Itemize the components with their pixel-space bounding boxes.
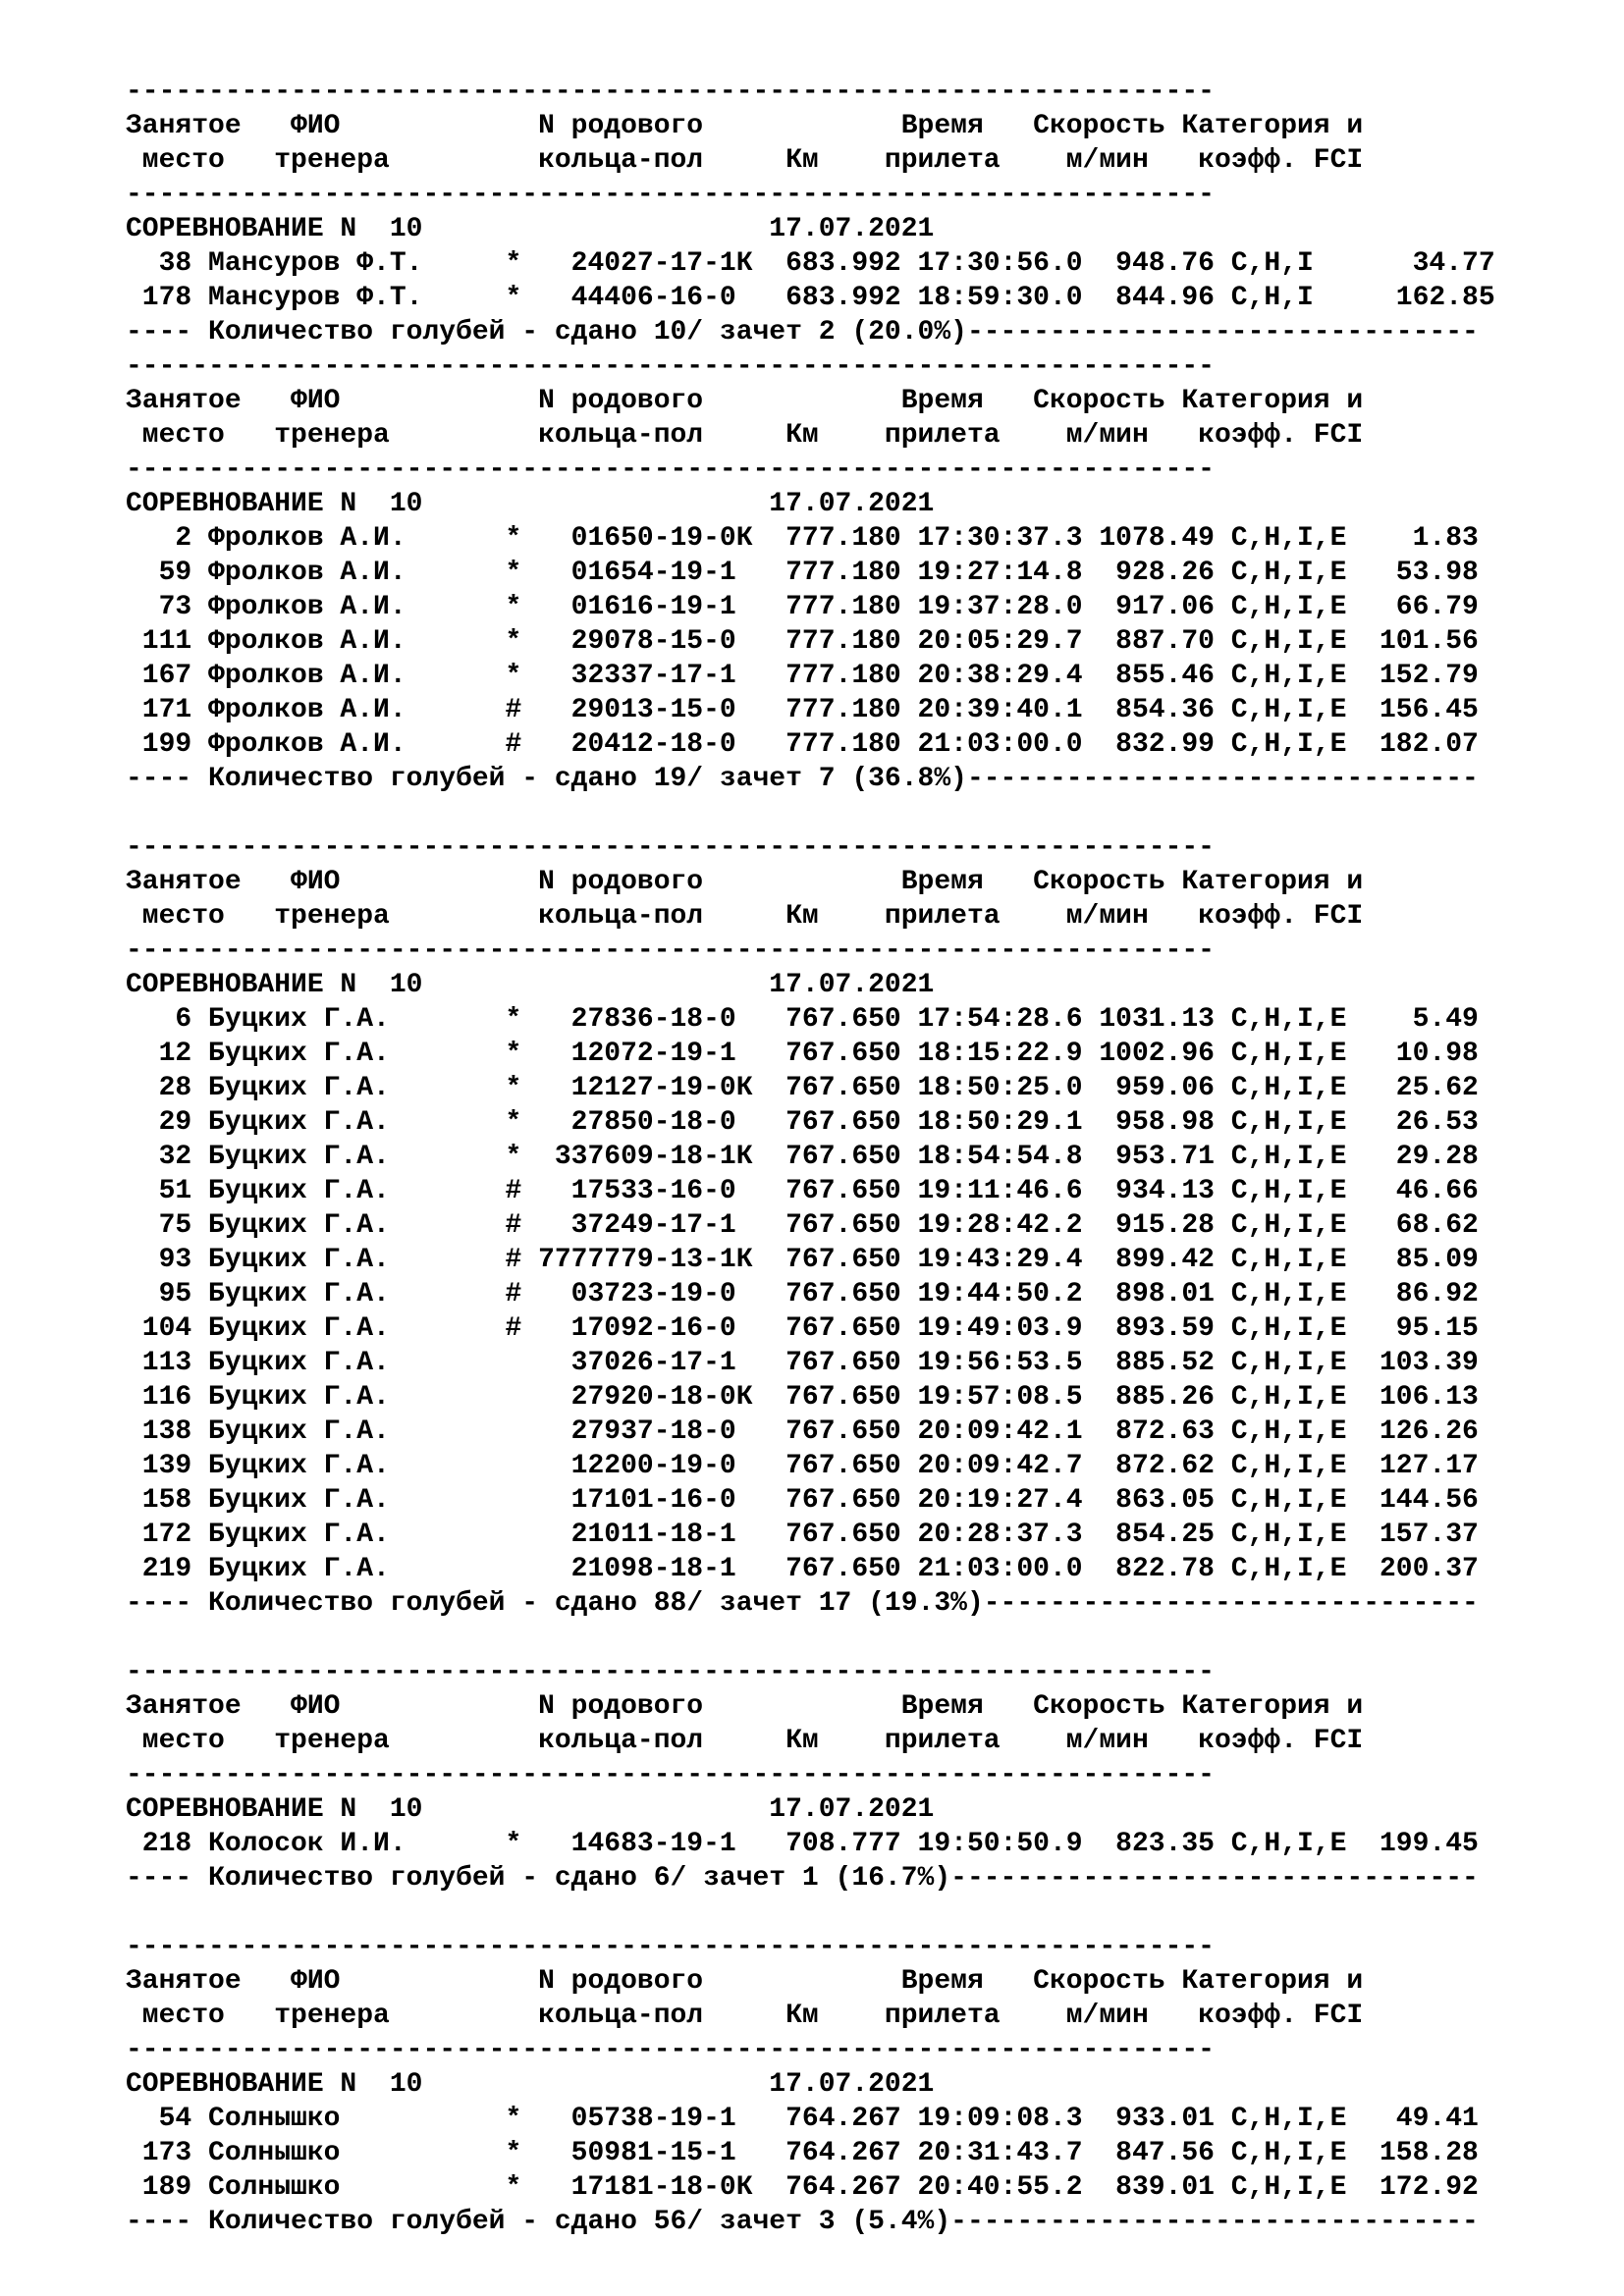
competition-title: СОРЕВНОВАНИЕ N 10 17.07.2021 [126, 970, 935, 1000]
result-row: 189 Солнышко * 17181-18-0К 764.267 20:40:55.2 839.01 С,Н,I,Е 172.92 [126, 2172, 1479, 2203]
result-row: 51 Буцких Г.А. # 17533-16-0 767.650 19:11:46.6 934.13 С,Н,I,Е 46.66 [126, 1176, 1479, 1206]
result-row: 139 Буцких Г.А. 12200-19-0 767.650 20:09:42.7 872.62 С,Н,I,Е 127.17 [126, 1451, 1479, 1481]
result-row: 113 Буцких Г.А. 37026-17-1 767.650 19:56:53.5 885.52 С,Н,I,Е 103.39 [126, 1348, 1479, 1378]
header-rule-top: ------------------------------------------------------------------ [126, 832, 1215, 863]
column-header-line-2: место тренера кольца-пол Км прилета м/мин коэфф. FCI [126, 420, 1364, 451]
header-rule-bottom: ------------------------------------------------------------------ [126, 1760, 1215, 1790]
result-row: 178 Мансуров Ф.Т. * 44406-16-0 683.992 18:59:30.0 844.96 С,Н,I 162.85 [126, 283, 1495, 313]
block-summary: ---- Количество голубей - сдано 56/ зачет 3 (5.4%)-------------------------------- [126, 2207, 1479, 2237]
block-summary: ---- Количество голубей - сдано 10/ зачет 2 (20.0%)------------------------------- [126, 317, 1479, 347]
result-row: 6 Буцких Г.А. * 27836-18-0 767.650 17:54:28.6 1031.13 С,Н,I,Е 5.49 [126, 1004, 1479, 1035]
block-spacer [126, 1621, 1598, 1655]
competition-title: СОРЕВНОВАНИЕ N 10 17.07.2021 [126, 214, 935, 244]
result-row: 167 Фролков А.И. * 32337-17-1 777.180 20:38:29.4 855.46 С,Н,I,Е 152.79 [126, 661, 1479, 691]
result-row: 173 Солнышко * 50981-15-1 764.267 20:31:43.7 847.56 С,Н,I,Е 158.28 [126, 2138, 1479, 2168]
column-header-line-2: место тренера кольца-пол Км прилета м/мин коэфф. FCI [126, 901, 1364, 932]
result-row: 171 Фролков А.И. # 29013-15-0 777.180 20:39:40.1 854.36 С,Н,I,Е 156.45 [126, 695, 1479, 725]
header-rule-top: ------------------------------------------------------------------ [126, 1657, 1215, 1687]
competition-title: СОРЕВНОВАНИЕ N 10 17.07.2021 [126, 2069, 935, 2100]
result-row: 54 Солнышко * 05738-19-1 764.267 19:09:08.3 933.01 С,Н,I,Е 49.41 [126, 2104, 1479, 2134]
block-summary: ---- Количество голубей - сдано 19/ зачет 7 (36.8%)------------------------------- [126, 764, 1479, 794]
result-row: 12 Буцких Г.А. * 12072-19-1 767.650 18:15:22.9 1002.96 С,Н,I,Е 10.98 [126, 1039, 1479, 1069]
column-header-line-2: место тренера кольца-пол Км прилета м/мин коэфф. FCI [126, 145, 1364, 176]
result-row: 199 Фролков А.И. # 20412-18-0 777.180 21:03:00.0 832.99 С,Н,I,Е 182.07 [126, 729, 1479, 760]
header-rule-bottom: ------------------------------------------------------------------ [126, 180, 1215, 210]
competition-title: СОРЕВНОВАНИЕ N 10 17.07.2021 [126, 489, 935, 519]
result-row: 2 Фролков А.И. * 01650-19-0К 777.180 17:30:37.3 1078.49 С,Н,I,Е 1.83 [126, 523, 1479, 554]
result-row: 32 Буцких Г.А. * 337609-18-1К 767.650 18:54:54.8 953.71 С,Н,I,Е 29.28 [126, 1142, 1479, 1172]
column-header-line-2: место тренера кольца-пол Км прилета м/мин коэфф. FCI [126, 1726, 1364, 1756]
header-rule-bottom: ------------------------------------------------------------------ [126, 454, 1215, 485]
block-summary: ---- Количество голубей - сдано 88/ зачет 17 (19.3%)------------------------------ [126, 1588, 1479, 1619]
result-row: 158 Буцких Г.А. 17101-16-0 767.650 20:19:27.4 863.05 С,Н,I,Е 144.56 [126, 1485, 1479, 1516]
result-row: 73 Фролков А.И. * 01616-19-1 777.180 19:37:28.0 917.06 С,Н,I,Е 66.79 [126, 592, 1479, 622]
column-header-line-1: Занятое ФИО N родового Время Скорость Категория и [126, 1691, 1364, 1722]
header-rule-bottom: ------------------------------------------------------------------ [126, 935, 1215, 966]
result-row: 75 Буцких Г.А. # 37249-17-1 767.650 19:28:42.2 915.28 С,Н,I,Е 68.62 [126, 1210, 1479, 1241]
result-row: 93 Буцких Г.А. # 7777779-13-1К 767.650 19:43:29.4 899.42 С,Н,I,Е 85.09 [126, 1245, 1479, 1275]
result-row: 59 Фролков А.И. * 01654-19-1 777.180 19:27:14.8 928.26 С,Н,I,Е 53.98 [126, 558, 1479, 588]
header-rule-top: ------------------------------------------------------------------ [126, 351, 1215, 382]
column-header-line-1: Занятое ФИО N родового Время Скорость Категория и [126, 111, 1364, 141]
block-spacer [126, 1896, 1598, 1930]
header-rule-bottom: ------------------------------------------------------------------ [126, 2035, 1215, 2065]
column-header-line-1: Занятое ФИО N родового Время Скорость Категория и [126, 1966, 1364, 1997]
column-header-line-1: Занятое ФИО N родового Время Скорость Категория и [126, 867, 1364, 897]
result-row: 38 Мансуров Ф.Т. * 24027-17-1К 683.992 17:30:56.0 948.76 С,Н,I 34.77 [126, 248, 1495, 279]
result-row: 104 Буцких Г.А. # 17092-16-0 767.650 19:49:03.9 893.59 С,Н,I,Е 95.15 [126, 1313, 1479, 1344]
header-rule-top: ------------------------------------------------------------------ [126, 77, 1215, 107]
column-header-line-2: место тренера кольца-пол Км прилета м/мин коэфф. FCI [126, 2001, 1364, 2031]
result-row: 138 Буцких Г.А. 27937-18-0 767.650 20:09:42.1 872.63 С,Н,I,Е 126.26 [126, 1416, 1479, 1447]
result-row: 95 Буцких Г.А. # 03723-19-0 767.650 19:44:50.2 898.01 С,Н,I,Е 86.92 [126, 1279, 1479, 1309]
result-row: 28 Буцких Г.А. * 12127-19-0К 767.650 18:50:25.0 959.06 С,Н,I,Е 25.62 [126, 1073, 1479, 1103]
competition-title: СОРЕВНОВАНИЕ N 10 17.07.2021 [126, 1794, 935, 1825]
result-row: 116 Буцких Г.А. 27920-18-0К 767.650 19:57:08.5 885.26 С,Н,I,Е 106.13 [126, 1382, 1479, 1413]
result-row: 219 Буцких Г.А. 21098-18-1 767.650 21:03:00.0 822.78 С,Н,I,Е 200.37 [126, 1554, 1479, 1584]
result-row: 172 Буцких Г.А. 21011-18-1 767.650 20:28:37.3 854.25 С,Н,I,Е 157.37 [126, 1520, 1479, 1550]
result-row: 218 Колосок И.И. * 14683-19-1 708.777 19:50:50.9 823.35 С,Н,I,Е 199.45 [126, 1829, 1479, 1859]
column-header-line-1: Занятое ФИО N родового Время Скорость Категория и [126, 386, 1364, 416]
result-row: 111 Фролков А.И. * 29078-15-0 777.180 20:05:29.7 887.70 С,Н,I,Е 101.56 [126, 626, 1479, 657]
header-rule-top: ------------------------------------------------------------------ [126, 1932, 1215, 1962]
results-document [126, 75, 1598, 2239]
block-summary: ---- Количество голубей - сдано 6/ зачет 1 (16.7%)-------------------------------- [126, 1863, 1479, 1894]
block-spacer [126, 796, 1598, 830]
result-row: 29 Буцких Г.А. * 27850-18-0 767.650 18:50:29.1 958.98 С,Н,I,Е 26.53 [126, 1107, 1479, 1138]
